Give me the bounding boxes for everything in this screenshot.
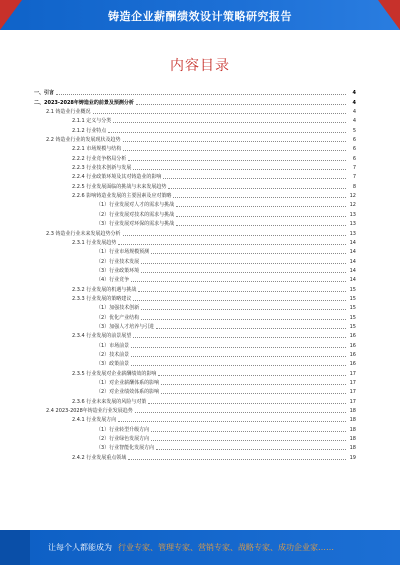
toc-entry-title: 二、2023-2028年铸造业的前景及预测分析	[34, 99, 134, 106]
toc-dot-leader	[113, 122, 346, 123]
toc-dot-leader	[131, 365, 346, 366]
toc-dot-leader	[173, 197, 346, 198]
toc-entry[interactable]	[34, 423, 356, 432]
toc-dot-leader	[123, 141, 346, 142]
toc-entry-title: （1）加强技术创新	[96, 305, 140, 312]
toc-dot-leader	[136, 104, 346, 105]
toc-entry[interactable]	[34, 246, 356, 255]
toc-entry[interactable]	[34, 414, 356, 423]
toc-entry-page: 15	[349, 323, 356, 330]
toc-entry[interactable]	[34, 171, 356, 180]
toc-entry[interactable]	[34, 134, 356, 143]
toc-entry[interactable]	[34, 208, 356, 217]
toc-entry[interactable]	[34, 96, 356, 105]
toc-entry-page: 17	[349, 380, 356, 386]
toc-dot-leader	[156, 449, 346, 450]
toc-entry-page: 17	[349, 398, 356, 405]
toc-dot-leader	[131, 281, 346, 282]
report-title: 铸造企业薪酬绩效设计策略研究报告	[108, 10, 292, 23]
toc-dot-leader	[135, 412, 346, 413]
toc-entry[interactable]	[34, 358, 356, 367]
toc-entry[interactable]	[34, 302, 356, 311]
toc-dot-leader	[108, 132, 346, 133]
toc-entry-page: 6	[352, 146, 356, 153]
toc-entry-title: 2.2.1 市场规模与结构	[72, 146, 122, 153]
toc-entry-page: 4	[352, 99, 356, 106]
toc-entry[interactable]	[34, 143, 356, 152]
toc-entry-page: 12	[349, 193, 356, 200]
toc-entry-title: （3）行业智能化发展方向	[96, 445, 155, 452]
toc-entry-page: 13	[349, 221, 356, 228]
toc-entry-page: 18	[349, 445, 356, 452]
toc-entry-page: 15	[349, 295, 356, 302]
toc-dot-leader	[141, 272, 346, 273]
toc-dot-leader	[133, 169, 346, 170]
toc-entry-page: 18	[349, 436, 356, 443]
footer-slogan-highlight: 行业专家、管理专家、营销专家、战略专家、成功企业家……	[118, 543, 334, 552]
toc-dot-leader	[176, 206, 346, 207]
toc-dot-leader	[161, 384, 346, 385]
toc-dot-leader	[118, 421, 346, 422]
toc-entry-title: 2.1.1 定义与分类	[72, 118, 112, 125]
toc-entry-page: 14	[349, 239, 356, 246]
toc-entry-title: （4）行业竞争	[96, 277, 130, 284]
toc-entry[interactable]	[34, 87, 356, 96]
toc-entry-title: 2.3.4 行业发展的前景展望	[72, 333, 132, 340]
toc-dot-leader	[141, 263, 346, 264]
toc-entry[interactable]	[34, 283, 356, 292]
toc-entry-page: 14	[349, 277, 356, 284]
toc-entry-page: 15	[349, 305, 356, 312]
toc-entry[interactable]	[34, 237, 356, 246]
toc-entry-page: 16	[349, 333, 356, 340]
toc-entry[interactable]	[34, 395, 356, 404]
toc-dot-leader	[138, 291, 346, 292]
toc-dot-leader	[131, 356, 346, 357]
toc-dot-leader	[141, 309, 346, 310]
footer-slogan: 让每个人都能成为	[48, 543, 112, 552]
toc-dot-leader	[163, 178, 346, 179]
toc-entry-page: 18	[349, 408, 356, 415]
toc-entry-page: 14	[349, 267, 356, 274]
toc-entry-title: 2.4.1 行业发展方向	[72, 417, 117, 424]
toc-dot-leader	[128, 459, 346, 460]
toc-entry-page: 17	[349, 389, 356, 396]
toc-entry-page: 7	[352, 174, 356, 181]
toc-entry-page: 18	[349, 417, 356, 424]
toc-entry-title: （1）行业转型升级方向	[96, 426, 150, 433]
toc-entry-title: 一、引言	[34, 90, 55, 97]
toc-entry[interactable]	[34, 124, 356, 133]
toc-entry[interactable]	[34, 451, 356, 460]
toc-entry-page: 15	[349, 314, 356, 321]
toc-entry-page: 6	[352, 137, 356, 144]
toc-entry-page: 15	[349, 286, 356, 293]
toc-entry-title: （3）政策前景	[96, 361, 130, 368]
toc-entry[interactable]	[34, 152, 356, 161]
toc-entry-page: 4	[352, 90, 356, 97]
toc-entry[interactable]	[34, 339, 356, 348]
toc-entry[interactable]	[34, 377, 356, 386]
toc-entry-title: 2.2.4 行业政策环境及其对铸造业的影响	[72, 174, 162, 181]
toc-entry[interactable]	[34, 199, 356, 208]
toc-entry-page: 4	[352, 118, 356, 125]
toc-entry-title: 2.3.1 行业发展趋势	[72, 239, 117, 246]
toc-entry-page: 18	[349, 426, 356, 433]
toc-entry[interactable]	[34, 293, 356, 302]
toc-dot-leader	[123, 235, 346, 236]
toc-entry-page: 19	[349, 454, 356, 461]
footer-accent-stripe	[0, 530, 30, 565]
toc-entry[interactable]	[34, 311, 356, 320]
toc-entry-page: 13	[349, 211, 356, 218]
page-header	[0, 0, 400, 30]
toc-entry-title: （2）技术前景	[96, 351, 130, 358]
toc-dot-leader	[158, 375, 346, 376]
toc-entry-page: 14	[349, 258, 356, 265]
toc-entry-title: 2.2.3 行业技术创新与发展	[72, 165, 132, 172]
toc-dot-leader	[141, 319, 346, 320]
toc-dot-leader	[123, 150, 346, 151]
toc-entry[interactable]	[34, 330, 356, 339]
toc-dot-leader	[176, 225, 346, 226]
toc-entry[interactable]	[34, 162, 356, 171]
toc-entry-page: 16	[349, 361, 356, 368]
toc-entry-page: 12	[349, 202, 356, 209]
toc-entry-page: 4	[352, 109, 356, 116]
toc-dot-leader	[131, 347, 346, 348]
toc-dot-leader	[56, 94, 346, 95]
toc-entry-title: （2）行业发展对技术的需求与挑战	[96, 211, 175, 218]
toc-entry[interactable]	[34, 180, 356, 189]
toc-dot-leader	[128, 160, 346, 161]
toc-entry-title: （3）行业发展对环保的需求与挑战	[96, 221, 175, 228]
toc-dot-leader	[148, 403, 346, 404]
toc-entry[interactable]	[34, 321, 356, 330]
toc-heading: 内容目录	[170, 58, 230, 74]
toc-entry-title: 2.3.5 行业发展对企业薪酬绩效的影响	[72, 370, 157, 377]
toc-entry-title: （1）市场前景	[96, 342, 130, 349]
toc-dot-leader	[151, 431, 346, 432]
toc-dot-leader	[156, 328, 346, 329]
toc-entry[interactable]	[34, 265, 356, 274]
toc-dot-leader	[161, 393, 346, 394]
toc-entry-title: 2.4 2023-2028年铸造业行业发展趋势	[46, 408, 133, 415]
toc-entry[interactable]	[34, 386, 356, 395]
toc-entry-title: （2）优化产业结构	[96, 314, 140, 321]
toc-entry-title: （2）对企业绩效体系的影响	[96, 389, 160, 396]
toc-entry-page: 14	[349, 249, 356, 256]
toc-dot-leader	[133, 337, 346, 338]
toc-dot-leader	[133, 300, 346, 301]
toc-entry-title: 2.1.2 行业特点	[72, 127, 107, 134]
toc-entry-page: 7	[352, 165, 356, 172]
toc-entry[interactable]	[34, 442, 356, 451]
toc-entry-page: 5	[352, 127, 356, 134]
toc-entry-title: 2.2.6 影响铸造业发展的主要因素及应对策略	[72, 193, 172, 200]
page-footer	[0, 530, 400, 565]
toc-entry[interactable]	[34, 218, 356, 227]
toc-entry[interactable]	[34, 115, 356, 124]
toc-entry[interactable]	[34, 349, 356, 358]
toc-entry-title: （3）行业政策环境	[96, 267, 140, 274]
toc-entry-page: 8	[352, 183, 356, 190]
toc-entry[interactable]	[34, 255, 356, 264]
toc-entry-title: （2）行业绿色发展方向	[96, 436, 150, 443]
toc-dot-leader	[151, 440, 346, 441]
toc-entry-title: （1）行业发展对人才的需求与挑战	[96, 202, 175, 209]
toc-entry-title: 2.3.2 行业发展的机遇与挑战	[72, 286, 137, 293]
toc-entry[interactable]	[34, 190, 356, 199]
toc-entry-title: （1）行业市场规模预测	[96, 249, 150, 256]
toc-dot-leader	[118, 244, 346, 245]
toc-entry-page: 16	[349, 351, 356, 358]
toc-entry[interactable]	[34, 227, 356, 236]
toc-entry[interactable]	[34, 405, 356, 414]
toc-entry-title: 2.2.5 行业发展面临的挑战与未来发展趋势	[72, 183, 167, 190]
toc-entry[interactable]	[34, 433, 356, 442]
toc-dot-leader	[151, 253, 346, 254]
toc-entry-title: 2.3.3 行业发展的策略建议	[72, 295, 132, 302]
toc-entry-title: （1）对企业薪酬体系的影响	[96, 380, 160, 386]
toc-dot-leader	[93, 113, 346, 114]
toc-dot-leader	[176, 216, 346, 217]
toc-entry-page: 13	[349, 230, 356, 237]
toc-entry[interactable]	[34, 274, 356, 283]
toc-entry-title: （2）行业技术发展	[96, 258, 140, 265]
toc-entry-page: 17	[349, 370, 356, 377]
toc-entry-title: 2.3 铸造业行业未来发展趋势分析	[46, 230, 121, 237]
table-of-contents	[34, 87, 356, 461]
toc-entry[interactable]	[34, 367, 356, 376]
toc-entry-title: 2.2.2 行业竞争格局分析	[72, 155, 127, 162]
toc-entry[interactable]	[34, 106, 356, 115]
toc-entry-title: 2.1 铸造业行业概况	[46, 109, 91, 116]
toc-entry-page: 6	[352, 155, 356, 162]
toc-entry-title: 2.4.2 行业发展重点领域	[72, 454, 127, 461]
toc-dot-leader	[168, 188, 346, 189]
toc-entry-page: 16	[349, 342, 356, 349]
toc-entry-title: （3）加强人才培养与引进	[96, 323, 155, 330]
toc-entry-title: 2.2 铸造业行业的发展现状及趋势	[46, 137, 121, 144]
toc-entry-title: 2.3.6 行业未来发展的风险与对策	[72, 398, 147, 405]
